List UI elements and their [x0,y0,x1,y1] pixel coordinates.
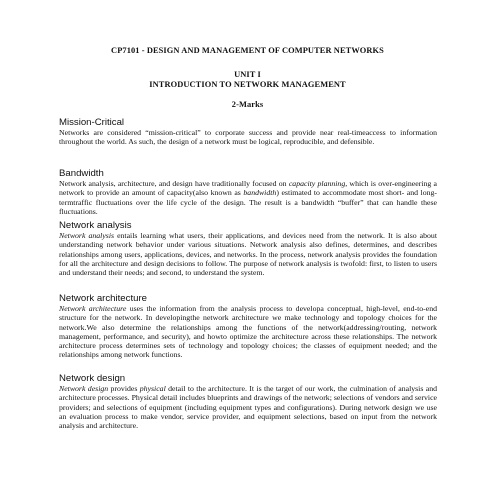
body-text: Networks are considered “mission-critical” to corporate success and provide near real-timeaccess to information throughout the world. As such, the design of a network must be logical, reproducible, and defensible. [59,128,437,147]
section-body [59,384,437,430]
body-text: ) estimated to accommodate most short- and long-termtraffic fluctuations over the life cycle of the design. The result is a bandwidth “buffer” that can handle these fluctuations. [59,188,438,216]
course-title: CP7101 - DESIGN AND MANAGEMENT OF COMPUTER NETWORKS [111,46,384,55]
section-body [59,128,437,147]
section-title: Network analysis [59,220,132,231]
section-network-architecture [59,293,437,360]
marks-label: 2-Marks [231,100,264,109]
emphasis-term: Network design [59,384,109,393]
body-text: uses the information from the analysis process to developa conceptual, high-level, end-to-end structure for the network. In developingthe network architecture we make technology and topology choices for the network.We also determine the relationships among the functions of the network(addressing/routing, network management, performance, and security), and howto optimize the architecture across these relationships. The network architecture process determines sets of technology and topology choices; the classes of equipment needed; and the relationships among network functions. [59,304,437,360]
unit-title: INTRODUCTION TO NETWORK MANAGEMENT [149,80,346,89]
section-title: Mission-Critical [59,117,125,128]
section-body [59,231,437,277]
section-network-analysis [59,220,437,277]
emphasis-term: physical [139,384,166,393]
unit-heading [0,70,495,90]
section-title: Network design [59,373,126,384]
section-mission-critical [59,117,437,147]
section-body [59,179,437,216]
body-text: , which is over-engineering a network to provide an amount of capacity(also known as [59,179,437,198]
emphasis-term: bandwidth [243,188,277,198]
section-bandwidth [59,168,437,216]
section-body [59,304,437,360]
section-network-design [59,373,437,430]
section-title: Network architecture [59,293,147,304]
emphasis-term: Network architecture [59,304,127,313]
body-text: provides [108,384,140,393]
emphasis-term: capacity planning [288,179,346,188]
body-text: detail to the architecture. It is the target of our work, the culmination of analysis and architecture processes. Physical detail includes blueprints and drawings of the network; selections of vendors and service providers; and selections of equipment (including equipment types and configurations). During network design we use an evaluation process to make vendor, service provider, and equipment selections, based on input from the network analysis and architecture. [59,384,438,431]
unit-number: UNIT I [234,70,261,79]
emphasis-term: Network analysis [59,231,115,240]
body-text: entails learning what users, their applications, and devices need from the network. It is also about understanding network behavior under various situations. Network analysis also defines, determines, and describes relationships among users, applications, devices, and networks. In the process, network analysis provides the foundation for all the architecture and design decisions to follow. The purpose of network analysis is twofold: first, to listen to users and understand their needs; and second, to understand the system. [59,231,437,278]
section-title: Bandwidth [59,168,104,179]
body-text: Network analysis, architecture, and design have traditionally focused on [59,179,289,188]
